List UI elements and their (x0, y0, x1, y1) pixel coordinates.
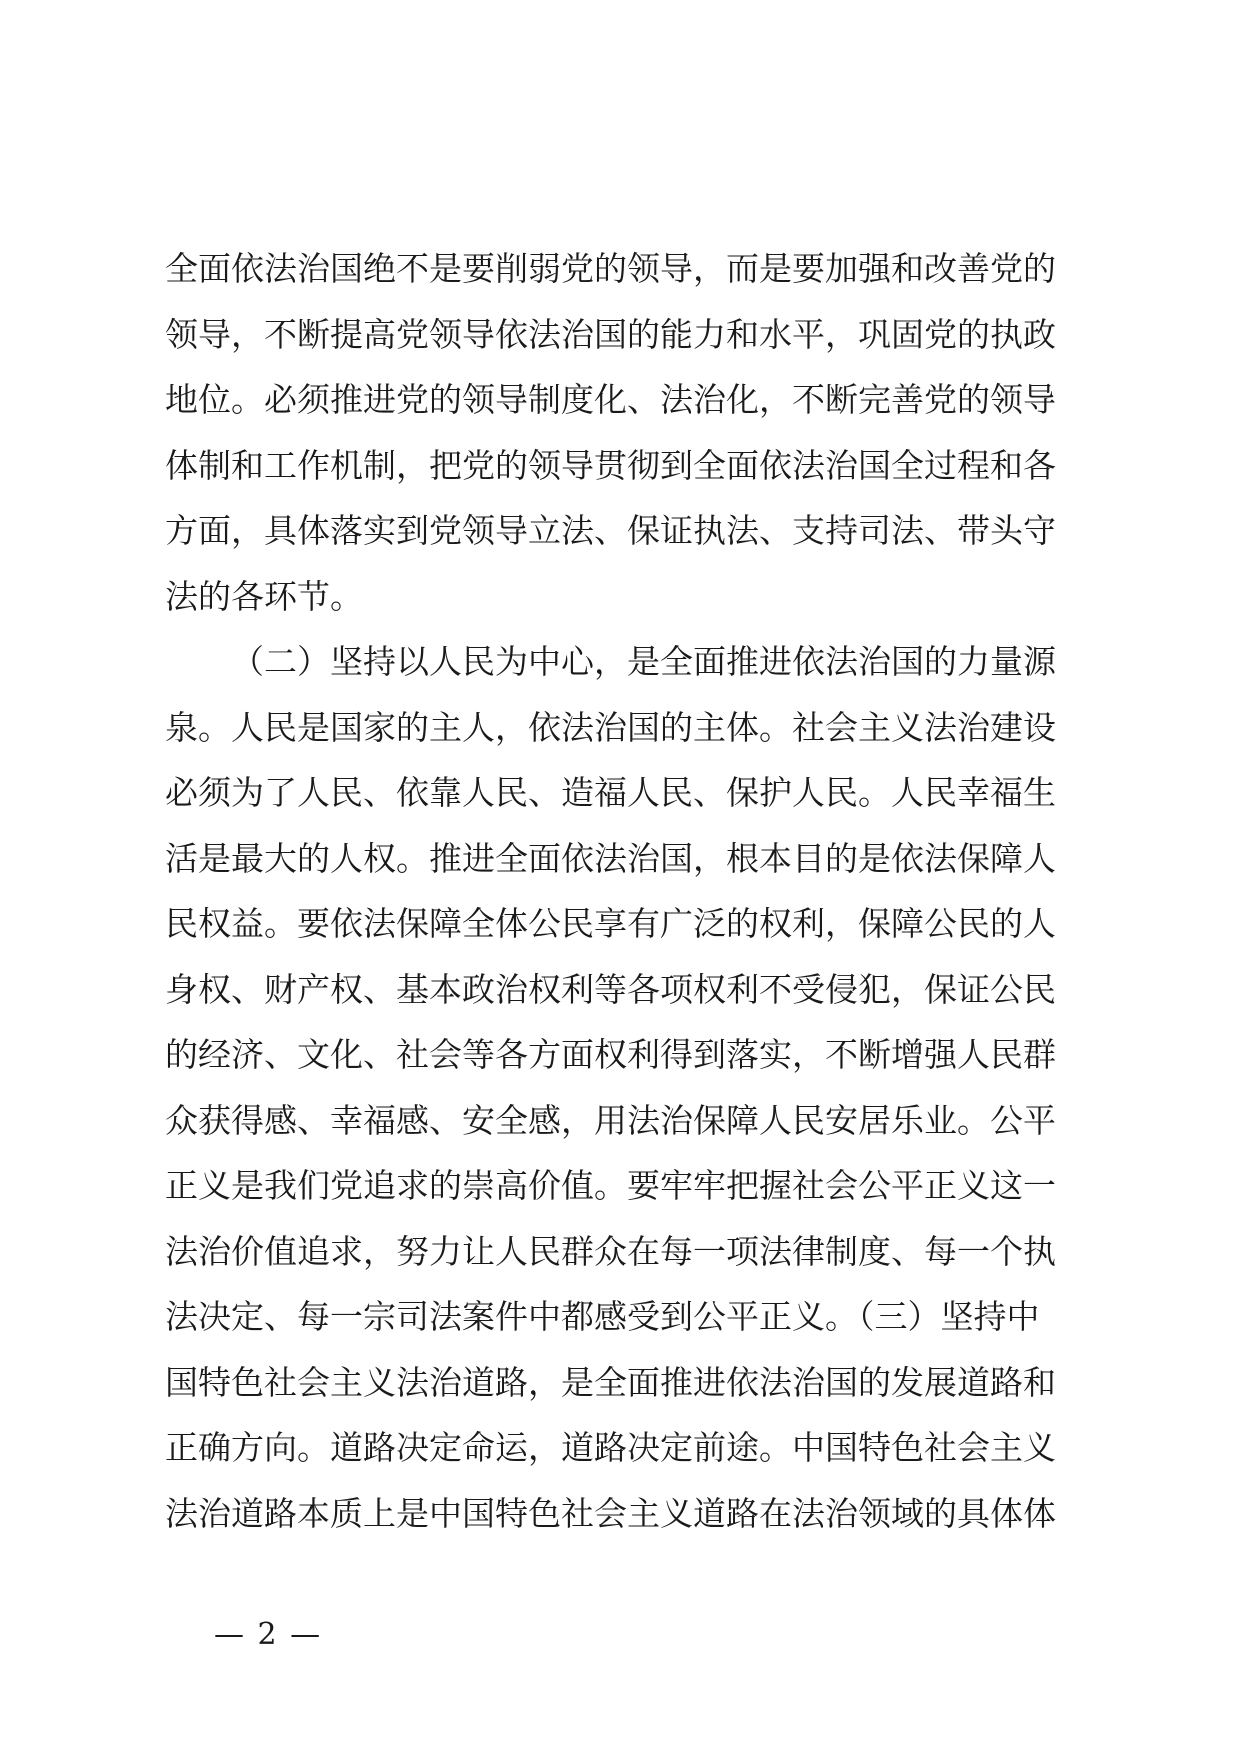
text-line-13: 的经济、文化、社会等各方面权利得到落实，不断增强人民群 (165, 1035, 1056, 1074)
text-line-20: 法治道路本质上是中国特色社会主义道路在法治领域的具体体 (165, 1493, 1056, 1533)
text-line-4: 体制和工作机制，把党的领导贯彻到全面依法治国全过程和各 (165, 445, 1056, 485)
text-line-5: 方面，具体落实到党领导立法、保证执法、支持司法、带头守 (165, 511, 1056, 550)
text-line-14: 众获得感、幸福感、安全感，用法治保障人民安居乐业。公平 (165, 1100, 1056, 1140)
text-line-17: 法决定、每一宗司法案件中都感受到公平正义。（三）坚持中 (165, 1297, 1040, 1336)
text-line-18: 国特色社会主义法治道路，是全面推进依法治国的发展道路和 (165, 1362, 1056, 1402)
text-line-11: 民权益。要依法保障全体公民享有广泛的权利，保障公民的人 (165, 904, 1056, 943)
text-line-6: 法的各环节。 (165, 576, 363, 616)
text-line-15: 正义是我们党追求的崇高价值。要牢牢把握社会公平正义这一 (165, 1166, 1056, 1205)
body-text (165, 236, 1095, 1546)
text-line-9: 必须为了人民、依靠人民、造福人民、保护人民。人民幸福生 (165, 773, 1056, 812)
text-line-8: 泉。人民是国家的主人，依法治国的主体。社会主义法治建设 (165, 707, 1056, 747)
text-line-19: 正确方向。道路决定命运，道路决定前途。中国特色社会主义 (165, 1428, 1056, 1467)
text-line-7: （二）坚持以人民为中心，是全面推进依法治国的力量源 (231, 642, 1056, 681)
text-line-1: 全面依法治国绝不是要削弱党的领导，而是要加强和改善党的 (165, 249, 1056, 288)
page-number: — 2 — (214, 1617, 323, 1652)
text-line-2: 领导，不断提高党领导依法治国的能力和水平，巩固党的执政 (165, 314, 1056, 354)
text-line-16: 法治价值追求，努力让人民群众在每一项法律制度、每一个执 (165, 1231, 1056, 1271)
text-line-3: 地位。必须推进党的领导制度化、法治化，不断完善党的领导 (165, 380, 1056, 419)
text-line-12: 身权、财产权、基本政治权利等各项权利不受侵犯，保证公民 (165, 969, 1056, 1009)
text-line-10: 活是最大的人权。推进全面依法治国，根本目的是依法保障人 (165, 838, 1056, 878)
